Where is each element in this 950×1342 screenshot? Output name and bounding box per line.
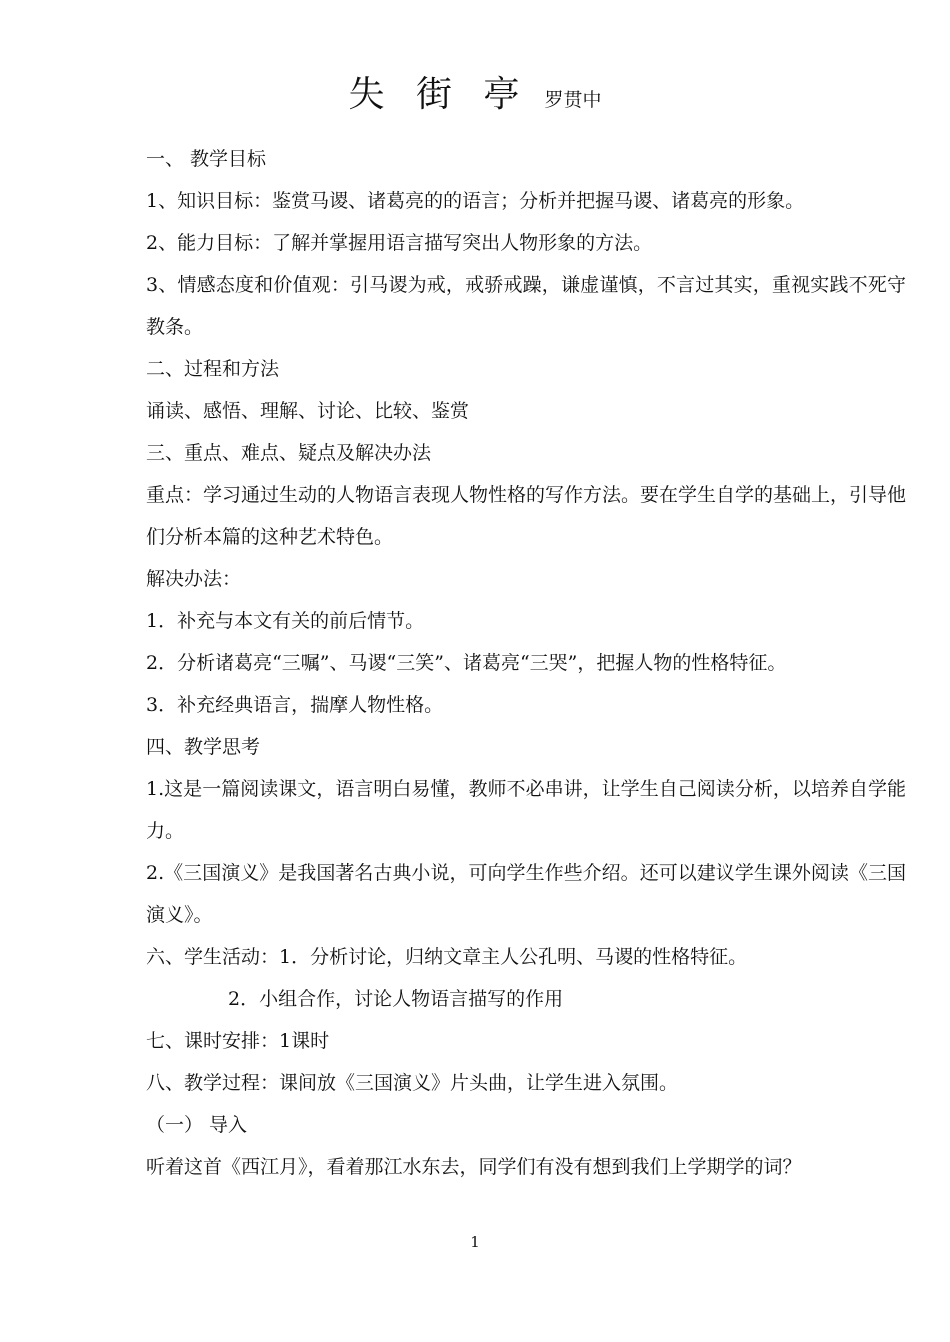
solution-label: 解决办法：: [146, 568, 242, 590]
subsection-intro: （一） 导入: [146, 1114, 248, 1136]
section-heading-reflection: 四、教学思考: [146, 736, 261, 758]
document-body: [146, 138, 906, 1188]
key-point-text: 重点：学习通过生动的人物语言表现人物性格的写作方法。要在学生自学的基础上，引导他们分析本篇的这种艺术特色。: [146, 484, 907, 548]
student-activity-2: 2．小组合作，讨论人物语言描写的作用: [228, 988, 564, 1010]
solution-item-3: 3．补充经典语言，揣摩人物性格。: [146, 694, 444, 716]
reflection-item-2: 2.《三国演义》是我国著名古典小说，可向学生作些介绍。还可以建议学生课外阅读《三国演义》。: [146, 862, 906, 926]
reflection-item-1: 1.这是一篇阅读课文，语言明白易懂，教师不必串讲，让学生自己阅读分析，以培养自学能力。: [146, 778, 906, 842]
title-row: [0, 66, 950, 117]
section-heading-process: 二、过程和方法: [146, 358, 280, 380]
student-activity-1: 六、学生活动：1．分析讨论，归纳文章主人公孔明、马谡的性格特征。: [146, 946, 748, 968]
solution-item-2: 2．分析诸葛亮“三嘱”、马谡“三笑”、诸葛亮“三哭”，把握人物的性格特征。: [146, 652, 787, 674]
process-methods: 诵读、感悟、理解、讨论、比较、鉴赏: [146, 400, 470, 422]
page-number: 1: [470, 1233, 480, 1251]
teaching-process: 八、教学过程：课间放《三国演义》片头曲，让学生进入氛围。: [146, 1072, 679, 1094]
section-heading-key-points: 三、重点、难点、疑点及解决办法: [146, 442, 432, 464]
objective-knowledge: 1、知识目标：鉴赏马谡、诸葛亮的的语言；分析并把握马谡、诸葛亮的形象。: [146, 190, 805, 212]
page-title: 失 街 亭: [348, 74, 530, 115]
objective-ability: 2、能力目标：了解并掌握用语言描写突出人物形象的方法。: [146, 232, 653, 254]
author-name: 罗贯中: [544, 89, 602, 111]
intro-text: 听着这首《西江月》，看着那江水东去，同学们有没有想到我们上学期学的词？: [146, 1156, 802, 1178]
section-heading-objectives: 一、 教学目标: [146, 148, 267, 170]
solution-item-1: 1．补充与本文有关的前后情节。: [146, 610, 425, 632]
class-schedule: 七、课时安排：1课时: [146, 1030, 330, 1052]
objective-emotion: 3、情感态度和价值观：引马谡为戒，戒骄戒躁，谦虚谨慎，不言过其实，重视实践不死守教条。: [146, 274, 906, 338]
